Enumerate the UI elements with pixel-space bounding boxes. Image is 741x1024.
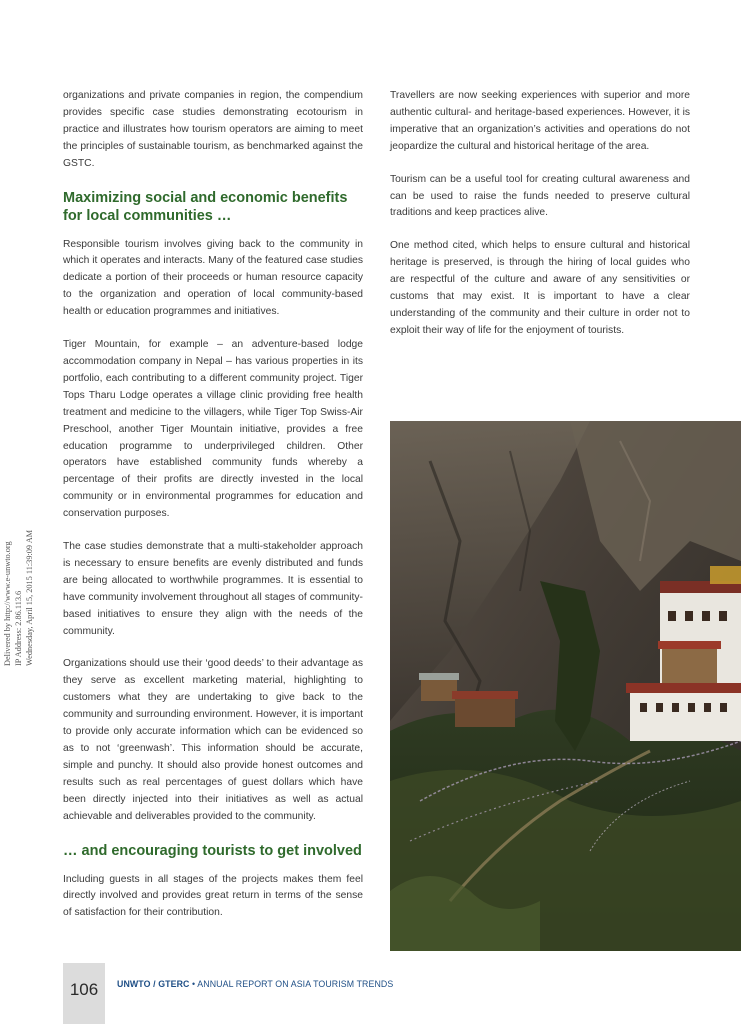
- delivery-stamp: [2, 466, 35, 666]
- intro-paragraph: organizations and private companies in region, the compendium provides specific case studies demonstrating ecotourism in practice and illustrates how tourism operators are aiming to meet the principles of sustainable tourism, as benchmarked against the GSTC.: [63, 90, 363, 169]
- cliff-monastery-image: [390, 421, 741, 951]
- body-paragraph: One method cited, which helps to ensure cultural and historical heritage is preserved, is through the hiring of local guides who are respectful of the culture and aware of any sensitivities or customs that may exist. It is important to have a clear understanding of the community and their culture in order not to exploit their way of life for the enjoyment of tourists.: [390, 240, 690, 336]
- delivery-stamp-line: Wednesday, April 15, 2015 11:39:09 AM: [25, 529, 34, 666]
- footer-report-title: ANNUAL REPORT ON ASIA TOURISM TRENDS: [197, 979, 394, 989]
- footer-separator: •: [189, 979, 198, 989]
- left-column: [63, 88, 363, 938]
- monastery-cliff-photo: [390, 421, 741, 951]
- right-column: [390, 88, 690, 356]
- body-paragraph: Responsible tourism involves giving back to the community in which it operates and interacts. Many of the featured case studies dedicate a portion of their proceeds or human resource capacity to the organization and operation of local community-based health or education programmes and initiatives.: [63, 238, 363, 318]
- delivery-stamp-line: Delivered by http://www.e-unwto.org: [3, 541, 12, 666]
- section-heading-social-benefits: Maximizing social and economic benefits for local communities …: [63, 189, 348, 224]
- body-paragraph: Tiger Mountain, for example – an adventure-based lodge accommodation company in Nepal – has various properties in its portfolio, each contributing to a different community project. Tiger Tops Tharu Lodge operates a village clinic providing free health treatment and medicine to the villagers, while Tiger Top Swiss-Air Preschool, another Tiger Mountain initiative, provides a free education programme to underprivileged children. Other operators have established community funds whereby a percentage of their profits are directly invested in the local community or in environmental programmes for education and conservation purposes.: [63, 339, 363, 520]
- body-paragraph: Tourism can be a useful tool for creating cultural awareness and can be used to raise the funds needed to preserve cultural traditions and keep practices alive.: [390, 173, 690, 219]
- section-heading-tourists-involved: … and encouraging tourists to get involved: [63, 842, 362, 859]
- body-paragraph: Including guests in all stages of the projects makes them feel directly involved and provides great return in terms of the sense of satisfaction for their contribution.: [63, 873, 363, 919]
- body-paragraph: Travellers are now seeking experiences with superior and more authentic cultural- and heritage-based experiences. However, it is imperative that an organization’s activities and operations do not jeopardize the cultural and historical heritage of the area.: [390, 90, 690, 152]
- page-number: 106: [69, 980, 99, 999]
- delivery-stamp-line: IP Address: 2.86.113.6: [14, 590, 23, 666]
- body-paragraph: The case studies demonstrate that a multi-stakeholder approach is necessary to ensure benefits are evenly distributed and funds are being allocated to worthwhile programmes. It is essential to have community involvement throughout all stages of community-based initiatives to ensure they align with the needs of the community.: [63, 541, 363, 637]
- running-footer: [117, 979, 393, 989]
- footer-org: UNWTO / GTERC: [117, 979, 190, 989]
- body-paragraph: Organizations should use their ‘good deeds’ to their advantage as they serve as excellent marketing material, highlighting to customers what they are undertaking to give back to the community and surrounding environment. However, it is important to provide only accurate information which can be evidenced so as to not ‘greenwash’. This information should be accurate, simple and punchy. It should also provide honest outcomes and results such as real percentages of guest dollars which have been directly injected into their initiatives as well as actual achievable and deliverables provided to the community.: [63, 658, 363, 822]
